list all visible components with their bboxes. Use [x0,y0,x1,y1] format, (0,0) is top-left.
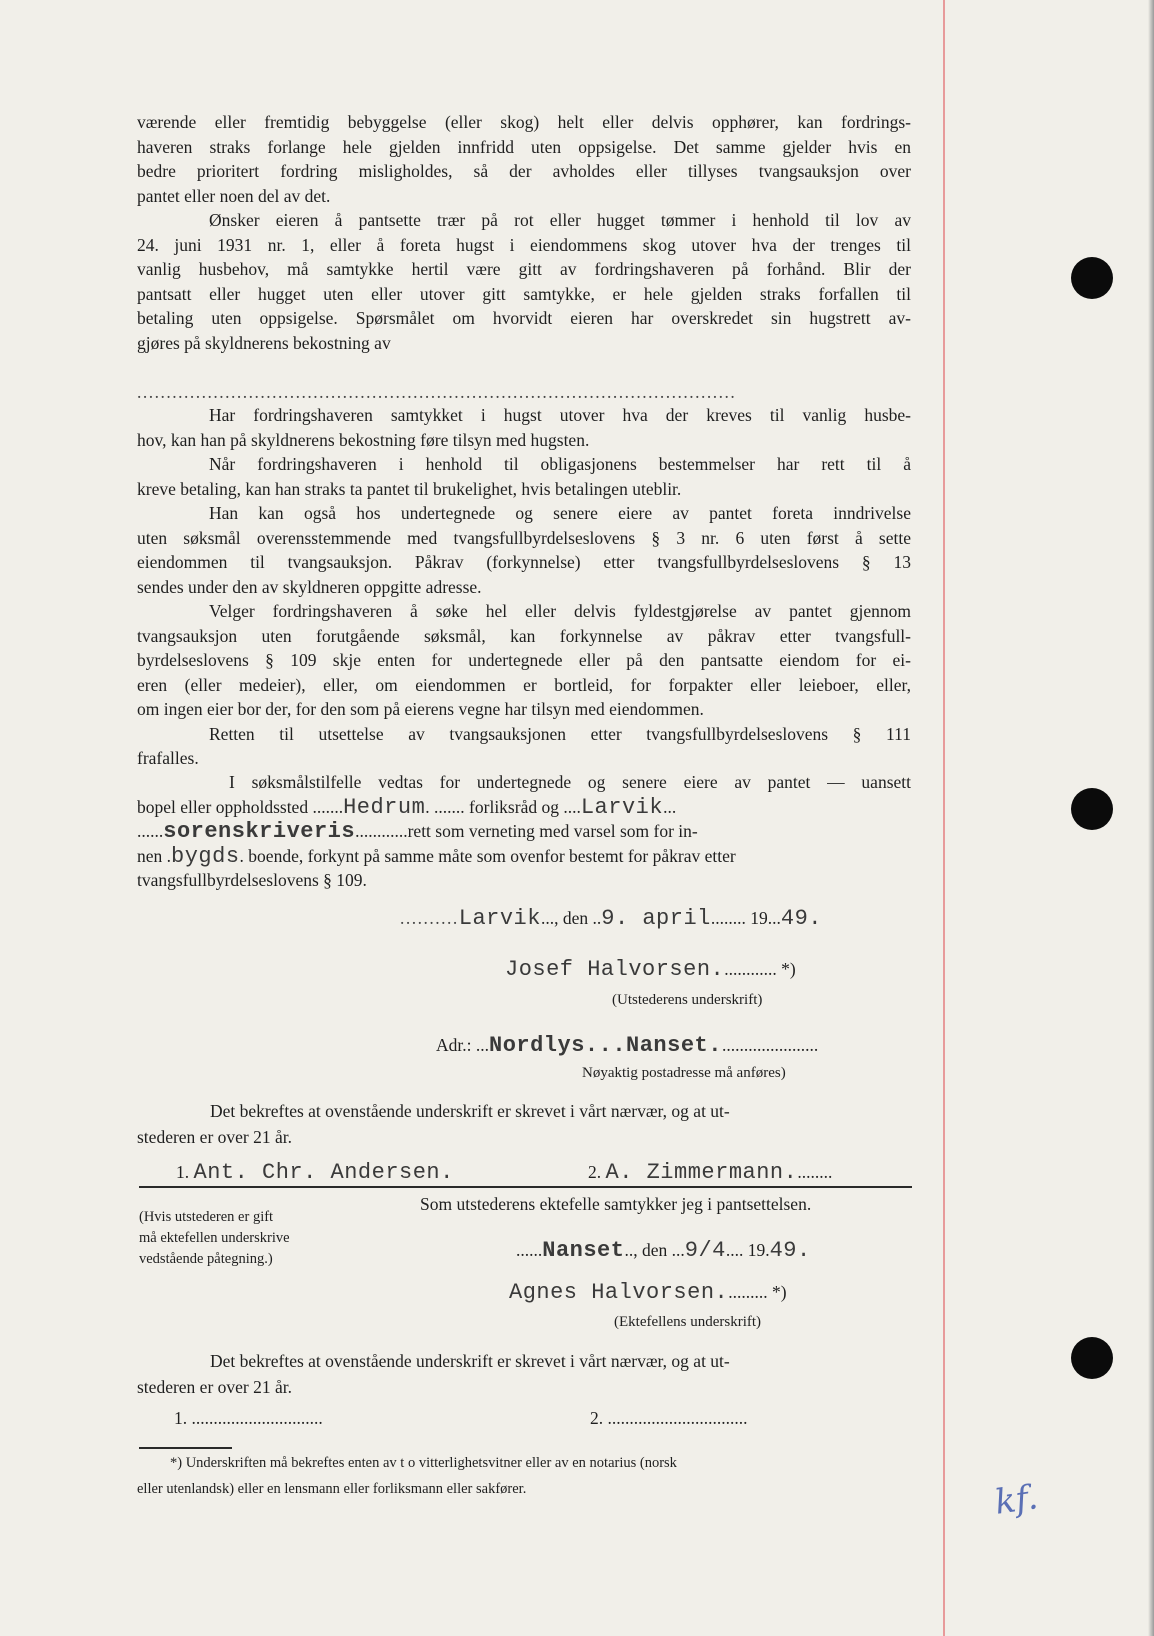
text: .... 19. [725,1240,770,1260]
typed-place: Nanset [542,1238,625,1263]
witness-statement: stederen er over 21 år. [137,1127,292,1147]
text-line: Retten til utsettelse av tvangsauksjonen etter tvangsfullbyrdelseslovens § 111 [209,723,911,744]
page-edge [1148,0,1154,1636]
signer-line [505,957,796,982]
address-line [436,1033,818,1058]
text-line: gjøres på skyldnerens bekostning av [137,332,391,353]
spouse-note [139,1207,290,1270]
spouse-date-line [516,1238,811,1263]
punch-hole [1071,257,1113,299]
text-line: frafalles. [137,748,199,768]
typed-signer-name: Josef Halvorsen. [505,957,725,982]
typed-area: bygds [171,843,240,869]
text: vedstående påtegning.) [139,1251,273,1267]
witness-1 [176,1160,454,1185]
text: . ....... forliksråd og .... [425,796,581,817]
address-label: Adr.: ... [436,1035,489,1055]
typed-year: 49. [780,906,822,931]
typed-place: Larvik [458,906,541,931]
text-line: 24. juni 1931 nr. 1, eller å foreta hugst i eiendommens skog utover hva der trenges til [137,234,911,255]
signer-caption: (Utstederens underskrift) [612,992,763,1008]
text-line: Har fordringshaveren samtykket i hugst utover hva der kreves til vanlig husbe- [209,405,911,425]
text: 2. [588,1162,602,1182]
witness-statement: stederen er over 21 år. [137,1377,292,1397]
text-line: byrdelseslovens § 109 skje enten for undertegnede eller på den pantsatte eiendom for ei- [137,650,911,670]
text: ... [663,796,677,817]
witness-blank-2: 2. ................................ [590,1408,748,1428]
punch-hole [1071,1337,1113,1379]
forest-clause [137,110,911,355]
typed-town: Larvik [580,794,664,820]
spouse-consent: Som utstederens ektefelle samtykker jeg i pantsettelsen. [420,1194,812,1214]
text-line: kreve betaling, kan han straks ta pantet til brukelighet, hvis betalingen uteblir. [137,478,682,499]
text: (Hvis utstederen er gift [139,1209,274,1225]
text-line: pantet eller noen del av det. [137,185,331,206]
spouse-signature-line [509,1280,787,1305]
text-line: I søksmålstilfelle vedtas for undertegnede og senere eiere av pantet — uansett [229,772,911,792]
text-line: betaling uten oppsigelse. Spørsmålet om hvorvidt eieren har overskredet sin hugstrett av- [137,308,911,328]
text-line: eiendommen til tvangsauksjon. Påkrav (forkynnelse) etter tvangsfullbyrdelseslovens § 13 [137,552,911,572]
text: ............rett som verneting med varsel som for in- [355,821,698,841]
text-line: Han kan også hos undertegnede og senere eiere av pantet foreta inndrivelse [209,503,911,523]
text: ........ [797,1162,833,1182]
signing-date-line [400,906,822,931]
margin-line [943,0,945,1636]
typed-witness-name: Ant. Chr. Andersen. [193,1160,454,1185]
typed-court: sorenskriveris [163,819,356,844]
divider [139,1186,912,1188]
text-line: tvangsfullbyrdelseslovens § 109. [137,870,367,890]
text: ........ 19... [710,908,781,928]
typed-spouse-name: Agnes Halvorsen. [509,1280,729,1305]
text: ......... *) [728,1282,787,1302]
witness-statement: Det bekreftes at ovenstående underskrift er skrevet i vårt nærvær, og at ut- [210,1101,730,1121]
punch-hole [1071,788,1113,830]
witness-blank-1: 1. .............................. [174,1408,323,1428]
text-line: værende eller fremtidig bebyggelse (eller skog) helt eller delvis opphører, kan fordrings- [137,112,911,132]
text: ..., den .. [540,908,602,928]
text: 1. [176,1162,190,1182]
text: .......... [400,908,459,928]
address-caption: Nøyaktig postadresse må anføres) [582,1065,786,1081]
typed-date: 9. april [601,906,711,931]
text-line [137,844,911,869]
text-line: Ønsker eieren å pantsette trær på rot eller hugget tømmer i henhold til lov av [209,210,911,230]
footnote-rule [139,1447,232,1449]
blank-dotted-line: ...................................................................................................... [137,382,737,402]
venue-clause [137,770,911,893]
typed-witness-name: A. Zimmermann. [605,1160,798,1185]
typed-address: Nordlys...Nanset. [489,1033,722,1058]
text-line: Når fordringshaveren i henhold til obligasjonens bestemmelser har rett til å [209,454,911,474]
text: ...... [137,821,164,841]
witness-2 [588,1160,832,1185]
text-line: hov, kan han på skyldnerens bekostning føre tilsyn med hugsten. [137,429,590,450]
text: ............ *) [724,959,796,979]
text-line: vanlig husbehov, må samtykke hertil være gitt av fordringshaveren på forhånd. Blir der [137,259,911,279]
text: må ektefellen underskrive [139,1230,290,1246]
text-line [137,819,911,844]
text-line: sendes under den av skyldneren oppgitte adresse. [137,576,482,597]
text-line: eren (eller medeier), eller, om eiendommen er bortleid, for forpakter eller leieboer, eller, [137,674,911,695]
text: nen . [137,845,172,866]
text: . boende, forkynt på samme måte som ovenfor bestemt for påkrav etter [239,845,736,866]
text: ...................... [721,1035,819,1055]
text: bopel eller oppholdssted ....... [137,796,344,817]
text-line: bedre prioritert fordring misligholdes, så der avholdes eller tillyses tvangsauksjon over [137,161,911,181]
typed-year: 49. [769,1238,811,1263]
witness-statement: Det bekreftes at ovenstående underskrift er skrevet i vårt nærvær, og at ut- [210,1351,730,1371]
text-line: tvangsauksjon uten forutgående søksmål, kan forkynnelse av påkrav etter tvangsfull- [137,625,911,646]
enforcement-clauses [137,403,911,771]
typed-date: 9/4 [684,1238,726,1263]
spouse-caption: (Ektefellens underskrift) [614,1314,762,1330]
text-line: uten søksmål overensstemmende med tvangsfullbyrdelseslovens § 3 nr. 6 uten først å sette [137,527,911,548]
text-line: om ingen eier bor der, for den som på eierens vegne har tilsyn med eiendommen. [137,699,704,719]
text-line: Velger fordringshaveren å søke hel eller delvis fyldestgjørelse av pantet gjennom [209,601,911,621]
text: ...... [516,1240,543,1260]
footnote: *) Underskriften må bekreftes enten av t o vitterlighetsvitner eller av en notarius (norsk [170,1455,677,1471]
text-line [137,795,911,820]
footnote: eller utenlandsk) eller en lensmann eller forliksmann eller sakfører. [137,1481,527,1497]
text: .., den ... [624,1240,685,1260]
typed-court-district: Hedrum [343,794,426,820]
text-line: pantsatt eller hugget uten eller utover gitt samtykke, er hele gjelden straks forfallen til [137,283,911,304]
handwritten-initials: kf. [992,1477,1041,1523]
text-line: haveren straks forlange hele gjelden innfridd uten oppsigelse. Det samme gjelder hvis en [137,136,911,157]
